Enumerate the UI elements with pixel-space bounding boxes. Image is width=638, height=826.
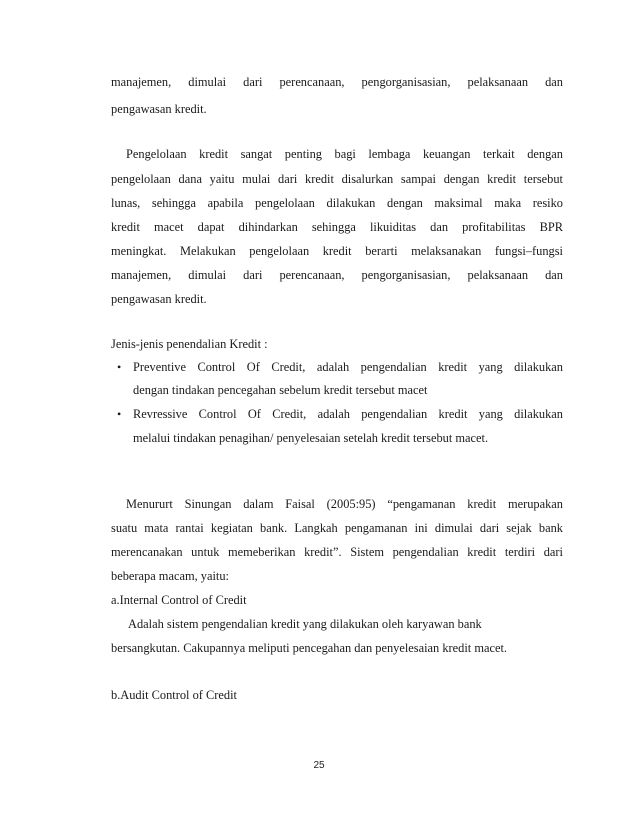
- list-item-line: Preventive Control Of Credit, adalah pengendalian kredit yang dilakukan: [133, 360, 563, 374]
- paragraph-line: beberapa macam, yaitu:: [111, 569, 229, 583]
- section-heading: Jenis-jenis penendalian Kredit :: [111, 337, 268, 351]
- subsection-title: a.Internal Control of Credit: [111, 593, 247, 607]
- paragraph-line: Adalah sistem pengendalian kredit yang dilakukan oleh karyawan bank: [128, 617, 482, 631]
- list-item-line: Revressive Control Of Credit, adalah pengendalian kredit yang dilakukan: [133, 407, 563, 421]
- paragraph-line: meningkat. Melakukan pengelolaan kredit berarti melaksanakan fungsi–fungsi: [111, 244, 563, 258]
- paragraph-line: suatu mata rantai kegiatan bank. Langkah pengamanan ini dimulai dari sejak bank: [111, 521, 563, 535]
- paragraph-line: pengawasan kredit.: [111, 292, 207, 306]
- list-item-line: dengan tindakan pencegahan sebelum kredit tersebut macet: [133, 383, 428, 397]
- paragraph-line: pengelolaan dana yaitu mulai dari kredit disalurkan sampai dengan kredit tersebut: [111, 172, 563, 186]
- paragraph-line: manajemen, dimulai dari perencanaan, pengorganisasian, pelaksanaan dan: [111, 75, 563, 89]
- paragraph-line: lunas, sehingga apabila pengelolaan dilakukan dengan maksimal maka resiko: [111, 196, 563, 210]
- list-item-line: melalui tindakan penagihan/ penyelesaian setelah kredit tersebut macet.: [133, 431, 489, 445]
- paragraph-line: kredit macet dapat dihindarkan sehingga likuiditas dan profitabilitas BPR: [111, 220, 563, 234]
- paragraph-line: Menururt Sinungan dalam Faisal (2005:95) “pengamanan kredit merupakan: [126, 497, 563, 511]
- bullet-icon: •: [117, 407, 122, 421]
- subsection-title: b.Audit Control of Credit: [111, 688, 237, 702]
- bullet-icon: •: [117, 360, 122, 374]
- page-number: 25: [313, 760, 325, 771]
- paragraph-line: Pengelolaan kredit sangat penting bagi lembaga keuangan terkait dengan: [126, 147, 563, 161]
- paragraph-line: pengawasan kredit.: [111, 102, 207, 116]
- paragraph-line: bersangkutan. Cakupannya meliputi pencegahan dan penyelesaian kredit macet.: [111, 641, 508, 655]
- paragraph-line: merencanakan untuk memeberikan kredit”. Sistem pengendalian kredit terdiri dari: [111, 545, 563, 559]
- paragraph-line: manajemen, dimulai dari perencanaan, pengorganisasian, pelaksanaan dan: [111, 268, 563, 282]
